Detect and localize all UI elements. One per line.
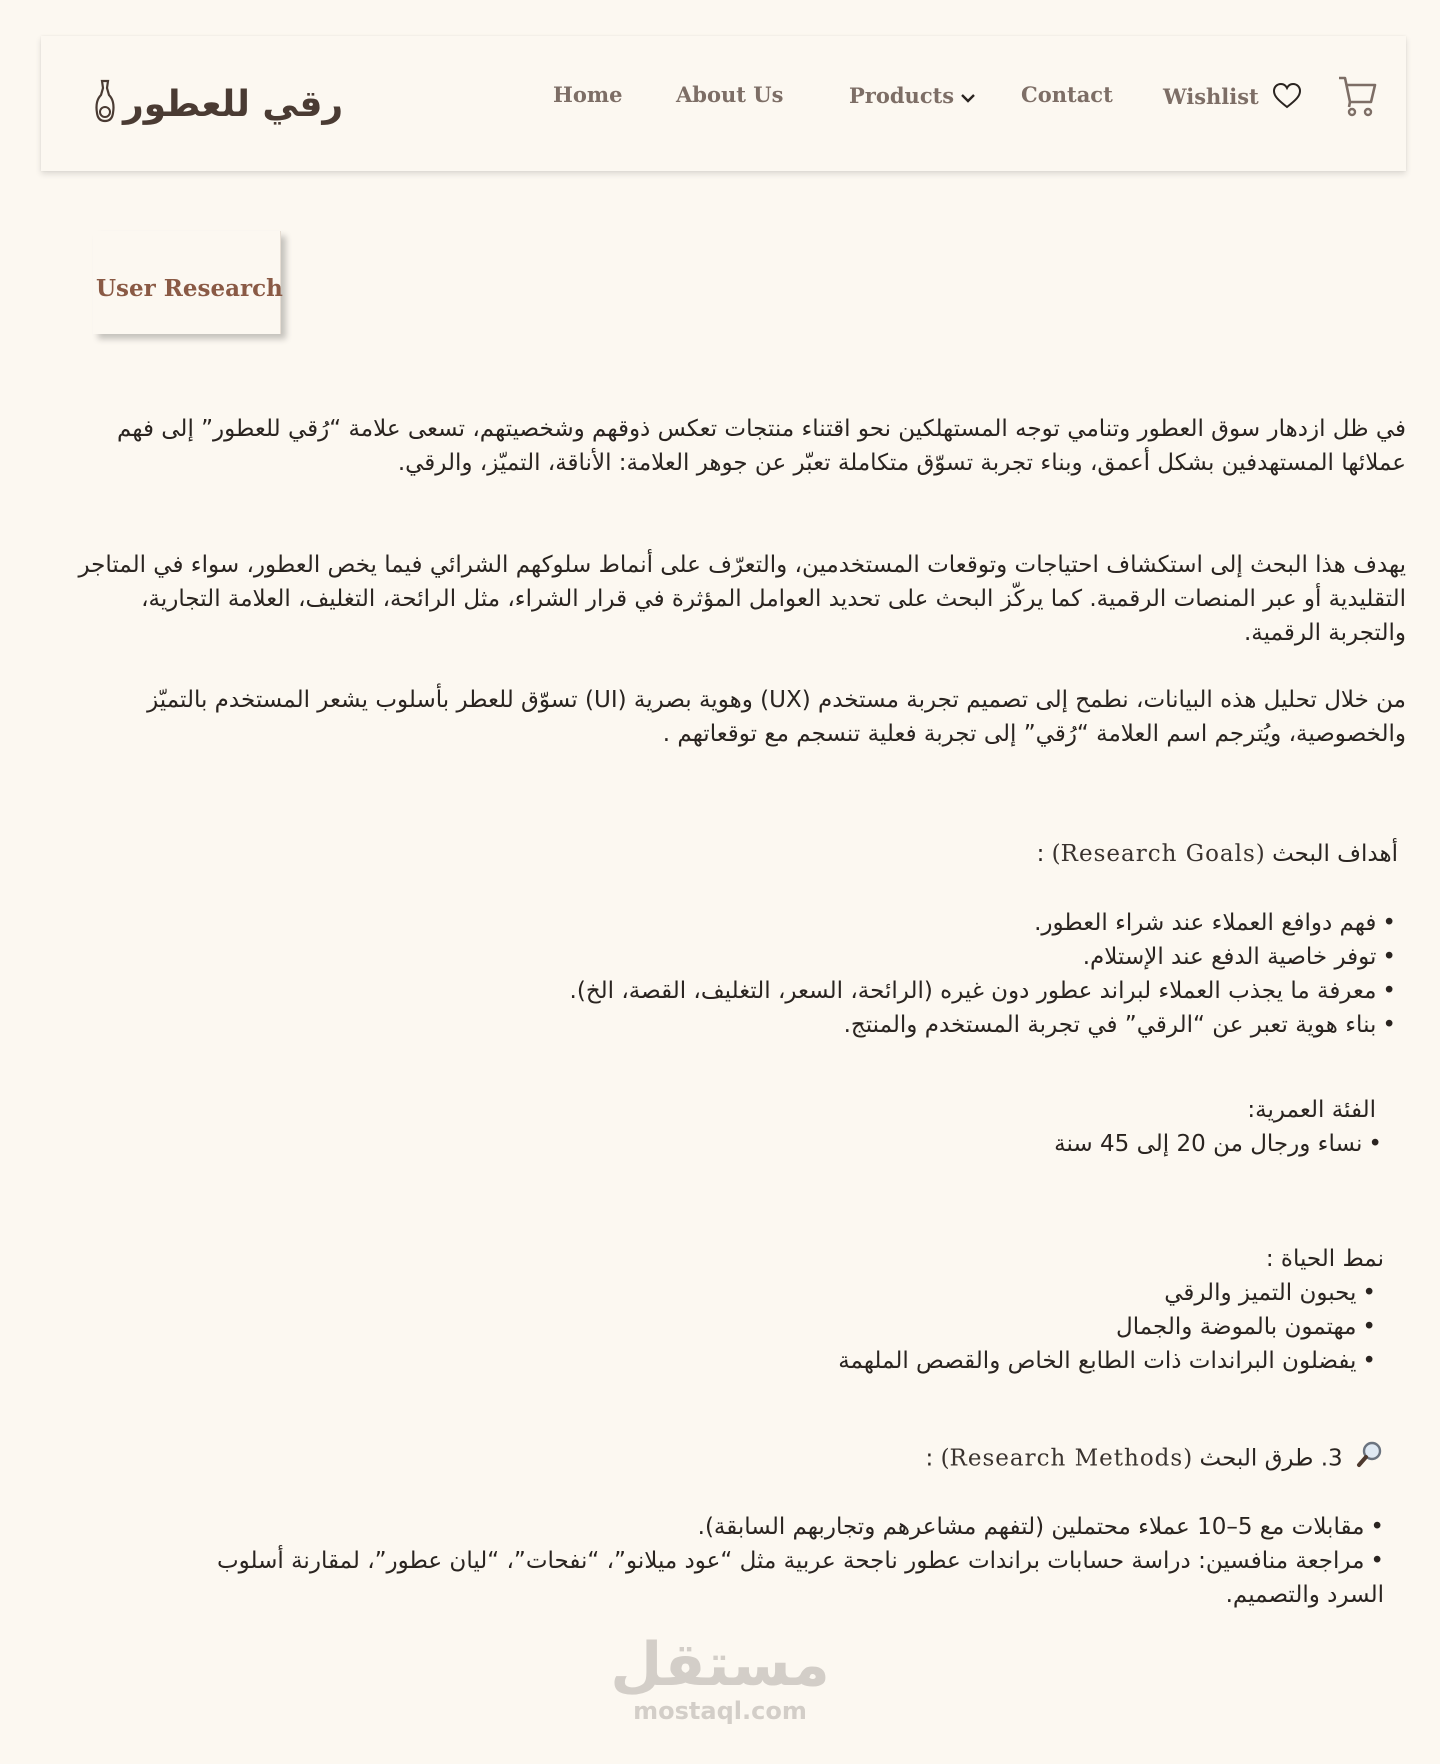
heart-icon bbox=[1272, 82, 1302, 115]
nav-home[interactable]: Home bbox=[553, 82, 623, 107]
list-item: •نساء ورجال من 20 إلى 45 سنة bbox=[1054, 1131, 1382, 1157]
lifestyle-heading: نمط الحياة : bbox=[1265, 1246, 1384, 1272]
list-item: •يفضلون البراندات ذات الطابع الخاص والقصص الملهمة bbox=[838, 1348, 1376, 1374]
magnifier-icon bbox=[1356, 1440, 1384, 1478]
list-item: •توفر خاصية الدفع عند الإستلام. bbox=[1082, 944, 1396, 970]
intro-paragraph-2: يهدف هذا البحث إلى استكشاف احتياجات وتوقعات المستخدمين، والتعرّف على أنماط سلوكهم الشرائي فيما يخص العطور، سواء في المتاجر التقليدية أو عبر المنصات الرقمية. كما يركّز البحث على تحديد العوامل المؤثرة في قرار الشراء، مثل الرائحة، التغليف، العلامة التجارية، والتجربة الرقمية. bbox=[78, 552, 1406, 646]
methods-list bbox=[194, 1510, 1384, 1612]
methods-heading-en: (Research Methods) bbox=[940, 1445, 1193, 1472]
nav-products-label: Products bbox=[849, 83, 955, 108]
nav-wishlist[interactable] bbox=[1163, 82, 1302, 115]
list-item: •فهم دوافع العملاء عند شراء العطور. bbox=[1034, 910, 1396, 936]
nav-about[interactable]: About Us bbox=[676, 82, 784, 107]
watermark bbox=[600, 1632, 840, 1724]
methods-heading-ar: طرق البحث bbox=[1199, 1445, 1314, 1472]
goals-list bbox=[296, 906, 1396, 1042]
age-heading: الفئة العمرية: bbox=[1247, 1097, 1376, 1123]
nav-contact[interactable]: Contact bbox=[1021, 82, 1113, 107]
list-item: •يحبون التميز والرقي bbox=[1164, 1280, 1376, 1306]
methods-heading-suffix: : bbox=[925, 1445, 934, 1472]
nav-wishlist-label: Wishlist bbox=[1163, 84, 1259, 109]
list-item: •مراجعة منافسين: دراسة حسابات براندات عطور ناجحة عربية مثل “عود ميلانو”، “نفحات”، “ليان عطور”، لمقارنة أسلوب السرد والتصميم. bbox=[216, 1548, 1384, 1608]
methods-number: 3. bbox=[1320, 1445, 1343, 1472]
goals-heading-en: (Research Goals) bbox=[1051, 841, 1265, 867]
site-header bbox=[41, 36, 1406, 171]
chevron-down-icon bbox=[958, 85, 978, 110]
nav-products[interactable] bbox=[849, 83, 978, 110]
methods-heading bbox=[484, 1440, 1384, 1478]
intro-paragraph-3: من خلال تحليل هذه البيانات، نطمح إلى تصميم تجربة مستخدم (UX) وهوية بصرية (UI) تسوّق للعطر بأسلوب يشعر المستخدم بالتميّز والخصوصية، ويُترجم اسم العلامة “رُقي” إلى تجربة فعلية تنسجم مع توقعاتهم . bbox=[147, 687, 1406, 747]
section-tag-label: User Research bbox=[96, 275, 283, 302]
list-item: •بناء هوية تعبر عن “الرقي” في تجربة المستخدم والمنتج. bbox=[843, 1012, 1396, 1038]
goals-heading bbox=[498, 837, 1398, 871]
section-tag bbox=[93, 231, 281, 334]
age-list bbox=[482, 1127, 1382, 1161]
list-item: •مقابلات مع 5–10 عملاء محتملين (لتفهم مشاعرهم وتجاربهم السابقة). bbox=[697, 1514, 1384, 1540]
intro-paragraph-1: في ظل ازدهار سوق العطور وتنامي توجه المستهلكين نحو اقتناء منتجات تعكس ذوقهم وشخصيتهم، تسعى علامة “رُقي للعطور” إلى فهم عملائها المستهدفين بشكل أعمق، وبناء تجربة تسوّق متكاملة تعبّر عن جوهر العلامة: الأناقة، التميّز، والرقي. bbox=[117, 416, 1406, 476]
goals-heading-ar: أهداف البحث bbox=[1272, 841, 1398, 867]
list-item: •مهتمون بالموضة والجمال bbox=[1116, 1314, 1376, 1340]
perfume-bottle-icon bbox=[93, 79, 117, 129]
logo-text: رقي للعطور bbox=[123, 83, 344, 125]
lifestyle-list bbox=[476, 1276, 1376, 1378]
list-item: •معرفة ما يجذب العملاء لبراند عطور دون غيره (الرائحة، السعر، التغليف، القصة، الخ). bbox=[569, 978, 1396, 1004]
watermark-latin: mostaql.com bbox=[633, 1697, 807, 1725]
watermark-arabic: مستقل bbox=[610, 1630, 830, 1700]
cart-icon[interactable] bbox=[1337, 74, 1379, 122]
logo[interactable] bbox=[93, 76, 343, 132]
goals-heading-suffix: : bbox=[1036, 841, 1045, 867]
